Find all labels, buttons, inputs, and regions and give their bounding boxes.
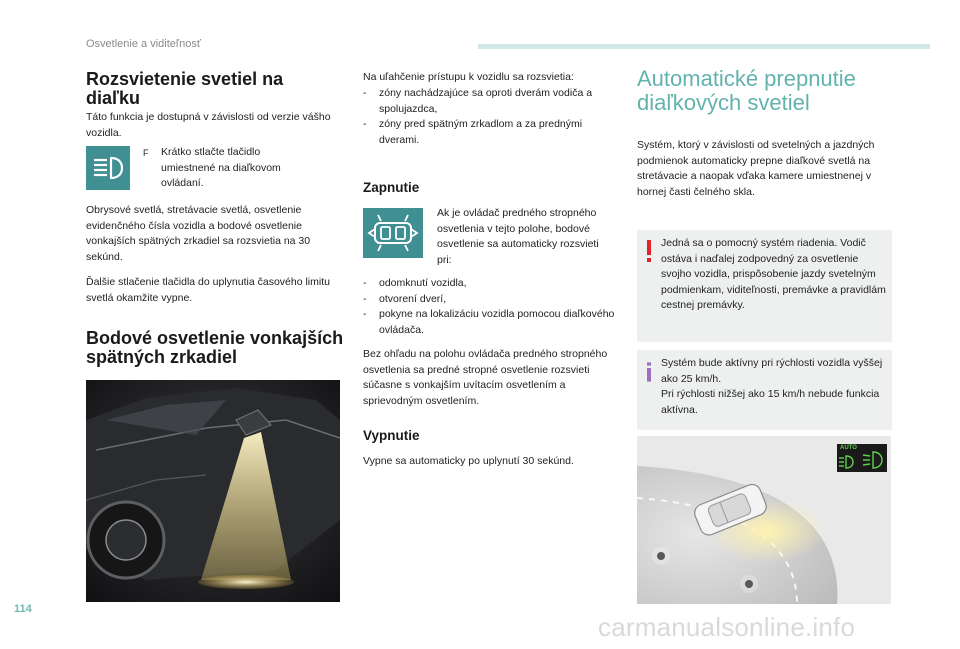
watermark: carmanualsonline.info: [598, 612, 856, 642]
auto-label: AUTO: [840, 445, 857, 451]
section-header: Osvetlenie a viditeľnosť: [86, 38, 201, 50]
info-text: Systém bude aktívny pri rýchlosti vozidla vyššej ako 25 km/h. Pri rýchlosti nižšej ako 15 km/h nebude funkcia aktívna.: [661, 357, 883, 416]
car-mirror-light-image: [86, 380, 340, 602]
para-lights-on: Obrysové svetlá, stretávacie svetlá, osvetlenie evidenčného čísla vozidla a bodové osvetlenie vonkajších spätných zrkadiel sa rozsvietia na 30 sekúnd.: [86, 204, 311, 263]
title-mirror-lighting: Bodové osvetlenie vonkajších spätných zrkadiel: [86, 328, 344, 367]
step-marker: F: [143, 148, 149, 158]
headlamp-button-icon: [86, 146, 130, 190]
info-icon: [647, 360, 651, 384]
switch-on-para: Bez ohľadu na polohu ovládača predného stropného osvetlenia sa predné stropné osvetlenie rozsvieti súčasne s vonkajším uvítacím osvetlením a sprievodným osvetlením.: [363, 348, 608, 407]
switch-off-text: Vypne sa automaticky po uplynutí 30 sekúnd.: [363, 455, 574, 467]
info-note: [637, 350, 892, 430]
col2-intro: Na uľahčenie prístupu k vozidlu sa rozsvietia:: [363, 71, 574, 83]
title-high-beam-welcome: Rozsvietenie svetiel na diaľku: [86, 69, 284, 108]
auto-high-beam-intro: Systém, ktorý v závislosti od svetelných a jazdných podmienok automaticky prepne diaľkové svetlá na stretávacie a naopak vďaka kamere umiestnenej v hornej časti čelného skla.: [637, 139, 875, 198]
list-item: - zóny nachádzajúce sa oproti dverám vodiča a spolujazdca,: [363, 86, 618, 117]
title-switch-off: Vypnutie: [363, 428, 420, 443]
title-auto-high-beam: Automatické prepnutie diaľkových svetiel: [637, 66, 856, 115]
ceiling-light-switch-icon: [363, 208, 423, 258]
page-number: 114: [14, 603, 32, 615]
title-switch-on: Zapnutie: [363, 180, 420, 195]
switch-on-events-list: [363, 276, 618, 338]
warning-icon: [647, 240, 651, 262]
list-item: - otvorení dverí,: [363, 292, 618, 308]
step-short-press: Krátko stlačte tlačidlo umiestnené na diaľkovom ovládaní.: [161, 146, 281, 189]
auto-high-beam-image: [637, 436, 891, 604]
header-rule: [478, 44, 930, 49]
warning-text: Jedná sa o pomocný systém riadenia. Vodič ostáva i naďalej zodpovedný za osvetlenie svojho vozidla, prispôsobenie jazdy svetelným podmienkam, viditeľnosti, premávke a pravidlám cestnej premávky.: [661, 237, 886, 311]
list-item: - pokyne na lokalizáciu vozidla pomocou diaľkového ovládača.: [363, 307, 618, 338]
list-item: - zóny pred spätným zrkadlom a za prednými dverami.: [363, 117, 618, 148]
intro-zones-list: [363, 86, 618, 148]
switch-on-text: Ak je ovládač predného stropného osvetlenia v tejto polohe, bodové osvetlenie sa automaticky rozsvieti pri:: [437, 207, 599, 266]
intro-availability: Táto funkcia je dostupná v závislosti od verzie vášho vozidla.: [86, 111, 331, 139]
list-item: - odomknutí vozidla,: [363, 276, 618, 292]
warning-note: [637, 230, 892, 342]
para-lights-off: Ďalšie stlačenie tlačidla do uplynutia časového limitu svetlá okamžite vypne.: [86, 276, 330, 304]
